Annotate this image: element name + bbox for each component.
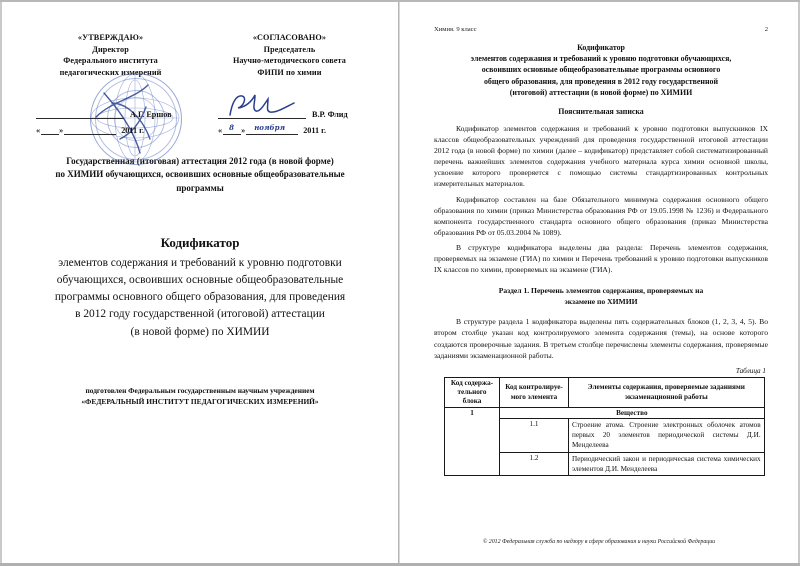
doc-heading-line2: освоивших основные общеобразовательные программы основного [481, 65, 721, 75]
explanatory-paragraph-2: Кодификатор составлен на базе Обязательного минимума содержания основного общего образования по химии (приказ Министерства образования РФ от 19.05.1998 № 1236) и Федерального компонента государственного стандарта основного общего образования (приказ Министерства образования РФ от 05.03.2004 № 1089). [434, 194, 768, 237]
table-caption: Таблица 1 [735, 366, 766, 375]
signature-line-left [36, 107, 204, 119]
signature-block-right [218, 107, 386, 135]
approval-right-line3: ФИПИ по химии [257, 67, 322, 77]
table-header-element-code: Код контролируе-мого элемента [500, 377, 569, 408]
date-year-left: 2011 г. [121, 125, 144, 135]
table-cell-description: Строение атома. Строение электронных оболочек атомов первых 20 элементов периодической системы Д.И. Менделеева [569, 419, 765, 452]
section1-paragraph-1: В структуре раздела 1 кодификатора выделены пять содержательных блоков (1, 2, 3, 4, 5). Во втором столбце указан код контролируемого элемента содержания (темы), на основе которого создаются проверочные задания. В третьем столбце перечислены элементы содержания, проверяемые заданиями экзаменационной работы. [434, 317, 768, 360]
doc-heading-line3: общего образования, для проведения в 2012 году государственной [483, 76, 719, 86]
approval-right-heading: «СОГЛАСОВАНО» [252, 33, 327, 42]
date-quote-close-left: » [59, 125, 64, 135]
table-row [445, 408, 765, 419]
signer-name-right: В.Р. Флид [312, 109, 348, 119]
date-month-rule-left [64, 124, 116, 135]
page-spread [0, 2, 800, 563]
running-head [434, 26, 768, 33]
section1-heading [434, 286, 768, 307]
signer-name-left: А.Г. Ершов [130, 109, 172, 119]
running-head-page-number: 2 [764, 26, 768, 33]
date-line-right [218, 124, 386, 135]
table-header-row [445, 377, 765, 408]
doc-heading-line1: элементов содержания и требований к уровню подготовки обучающихся, [470, 54, 732, 64]
table-cell-block-code: 1 [445, 408, 500, 475]
main-title-line2: обучающихся, освоивших основные общеобразовательные [56, 274, 344, 287]
approval-left-heading: «УТВЕРЖДАЮ» [77, 33, 144, 42]
signature-block-left [36, 107, 204, 135]
attestation-line2: по ХИМИИ обучающихся, освоивших основные общеобразовательные [55, 169, 345, 180]
attestation-line1: Государственная (итоговая) аттестация 2012 года (в новой форме) [66, 155, 334, 166]
date-day-rule-right [223, 124, 241, 135]
section1-heading-line2: экзамене по ХИМИИ [564, 296, 638, 306]
attestation-block [28, 155, 372, 196]
page-left [0, 2, 399, 563]
handwritten-signature-icon [224, 93, 302, 117]
signature-line-right [218, 107, 386, 119]
date-quote-close-right: » [241, 125, 246, 135]
approval-left-line1: Директор [92, 44, 129, 54]
doc-heading-title: Кодификатор [577, 43, 625, 52]
doc-heading-line4: (итоговой) аттестации (в новой форме) по ХИМИИ [509, 87, 693, 97]
approval-column-utverzhdayu [28, 32, 193, 79]
date-line-left [36, 124, 204, 135]
handwritten-month: ноября [254, 122, 286, 132]
table-cell-element-code: 1.1 [500, 419, 569, 452]
table-header-block-code: Код содержа-тельного блока [445, 377, 500, 408]
content-elements-table [444, 377, 765, 476]
main-title-block [28, 235, 372, 341]
approval-right-line2: Научно-методического совета [232, 56, 346, 66]
signature-rule-left [36, 107, 124, 119]
document-heading [434, 42, 768, 98]
prepared-line1: подготовлен Федеральным государственным научным учреждением [85, 385, 315, 395]
explanatory-paragraph-3: В структуре кодификатора выделены два раздела: Перечень элементов содержания, проверяемых на экзамене (ГИА) по химии и Перечень требований к уровню подготовки выпускников IX классов по химии, проверяемых на экзамене (ГИА). [434, 242, 768, 275]
table-cell-block-title: Вещество [500, 408, 765, 419]
main-title-line1: элементов содержания и требований к уровню подготовки [58, 257, 342, 270]
signature-zone [28, 85, 372, 143]
explanatory-paragraph-1: Кодификатор элементов содержания и требований к уровню подготовки выпускников IX классов общеобразовательных учреждений для проведения государственной итоговой аттестации 2012 года (в новой форме) по химии (далее – кодификатор) представляет собой систематизированный перечень важнейших элементов содержания учебного материала курса химии основной школы, усвоение которого проверяется с помощью системы стандартизированных контрольных измерительных материалов. [434, 124, 768, 189]
approval-left-line3: педагогических измерений [59, 67, 162, 77]
main-title-line3: программы основного общего образования, для проведения [54, 291, 346, 304]
handwritten-day: 8 [229, 122, 234, 132]
date-month-rule-right [246, 124, 298, 135]
approval-column-soglasovano [207, 32, 372, 79]
page-title: Кодификатор [160, 235, 240, 251]
page-footer-copyright: © 2012 Федеральная служба по надзору в сфере образования и науки Российской Федерации [482, 539, 716, 545]
approval-left-line2: Федерального института [63, 56, 158, 66]
main-title-line5: (в новой форме) по ХИМИИ [130, 325, 270, 338]
date-day-rule-left [41, 124, 59, 135]
date-year-right: 2011 г. [303, 125, 326, 135]
signature-rule-right [218, 107, 306, 119]
attestation-line3: программы [176, 182, 224, 193]
table-header-description: Элементы содержания, проверяемые заданиями экзаменационной работы [569, 377, 765, 408]
main-title-line4: в 2012 году государственной (итоговой) аттестации [75, 308, 325, 321]
running-head-subject: Химия. 9 класс [434, 26, 477, 33]
approval-row [28, 32, 372, 79]
approval-right-line1: Председатель [263, 44, 316, 54]
section1-heading-line1: Раздел 1. Перечень элементов содержания, проверяемых на [498, 286, 704, 296]
page-right [399, 2, 800, 563]
date-quote-open-right: « [218, 125, 223, 135]
prepared-line2: «ФЕДЕРАЛЬНЫЙ ИНСТИТУТ ПЕДАГОГИЧЕСКИХ ИЗМЕРЕНИЙ» [81, 397, 319, 407]
prepared-by-block [28, 385, 372, 408]
table-cell-element-code: 1.2 [500, 452, 569, 475]
table-cell-description: Периодический закон и периодическая система химических элементов Д.И. Менделеева [569, 452, 765, 475]
date-quote-open-left: « [36, 125, 41, 135]
explanatory-note-heading: Пояснительная записка [558, 107, 644, 117]
